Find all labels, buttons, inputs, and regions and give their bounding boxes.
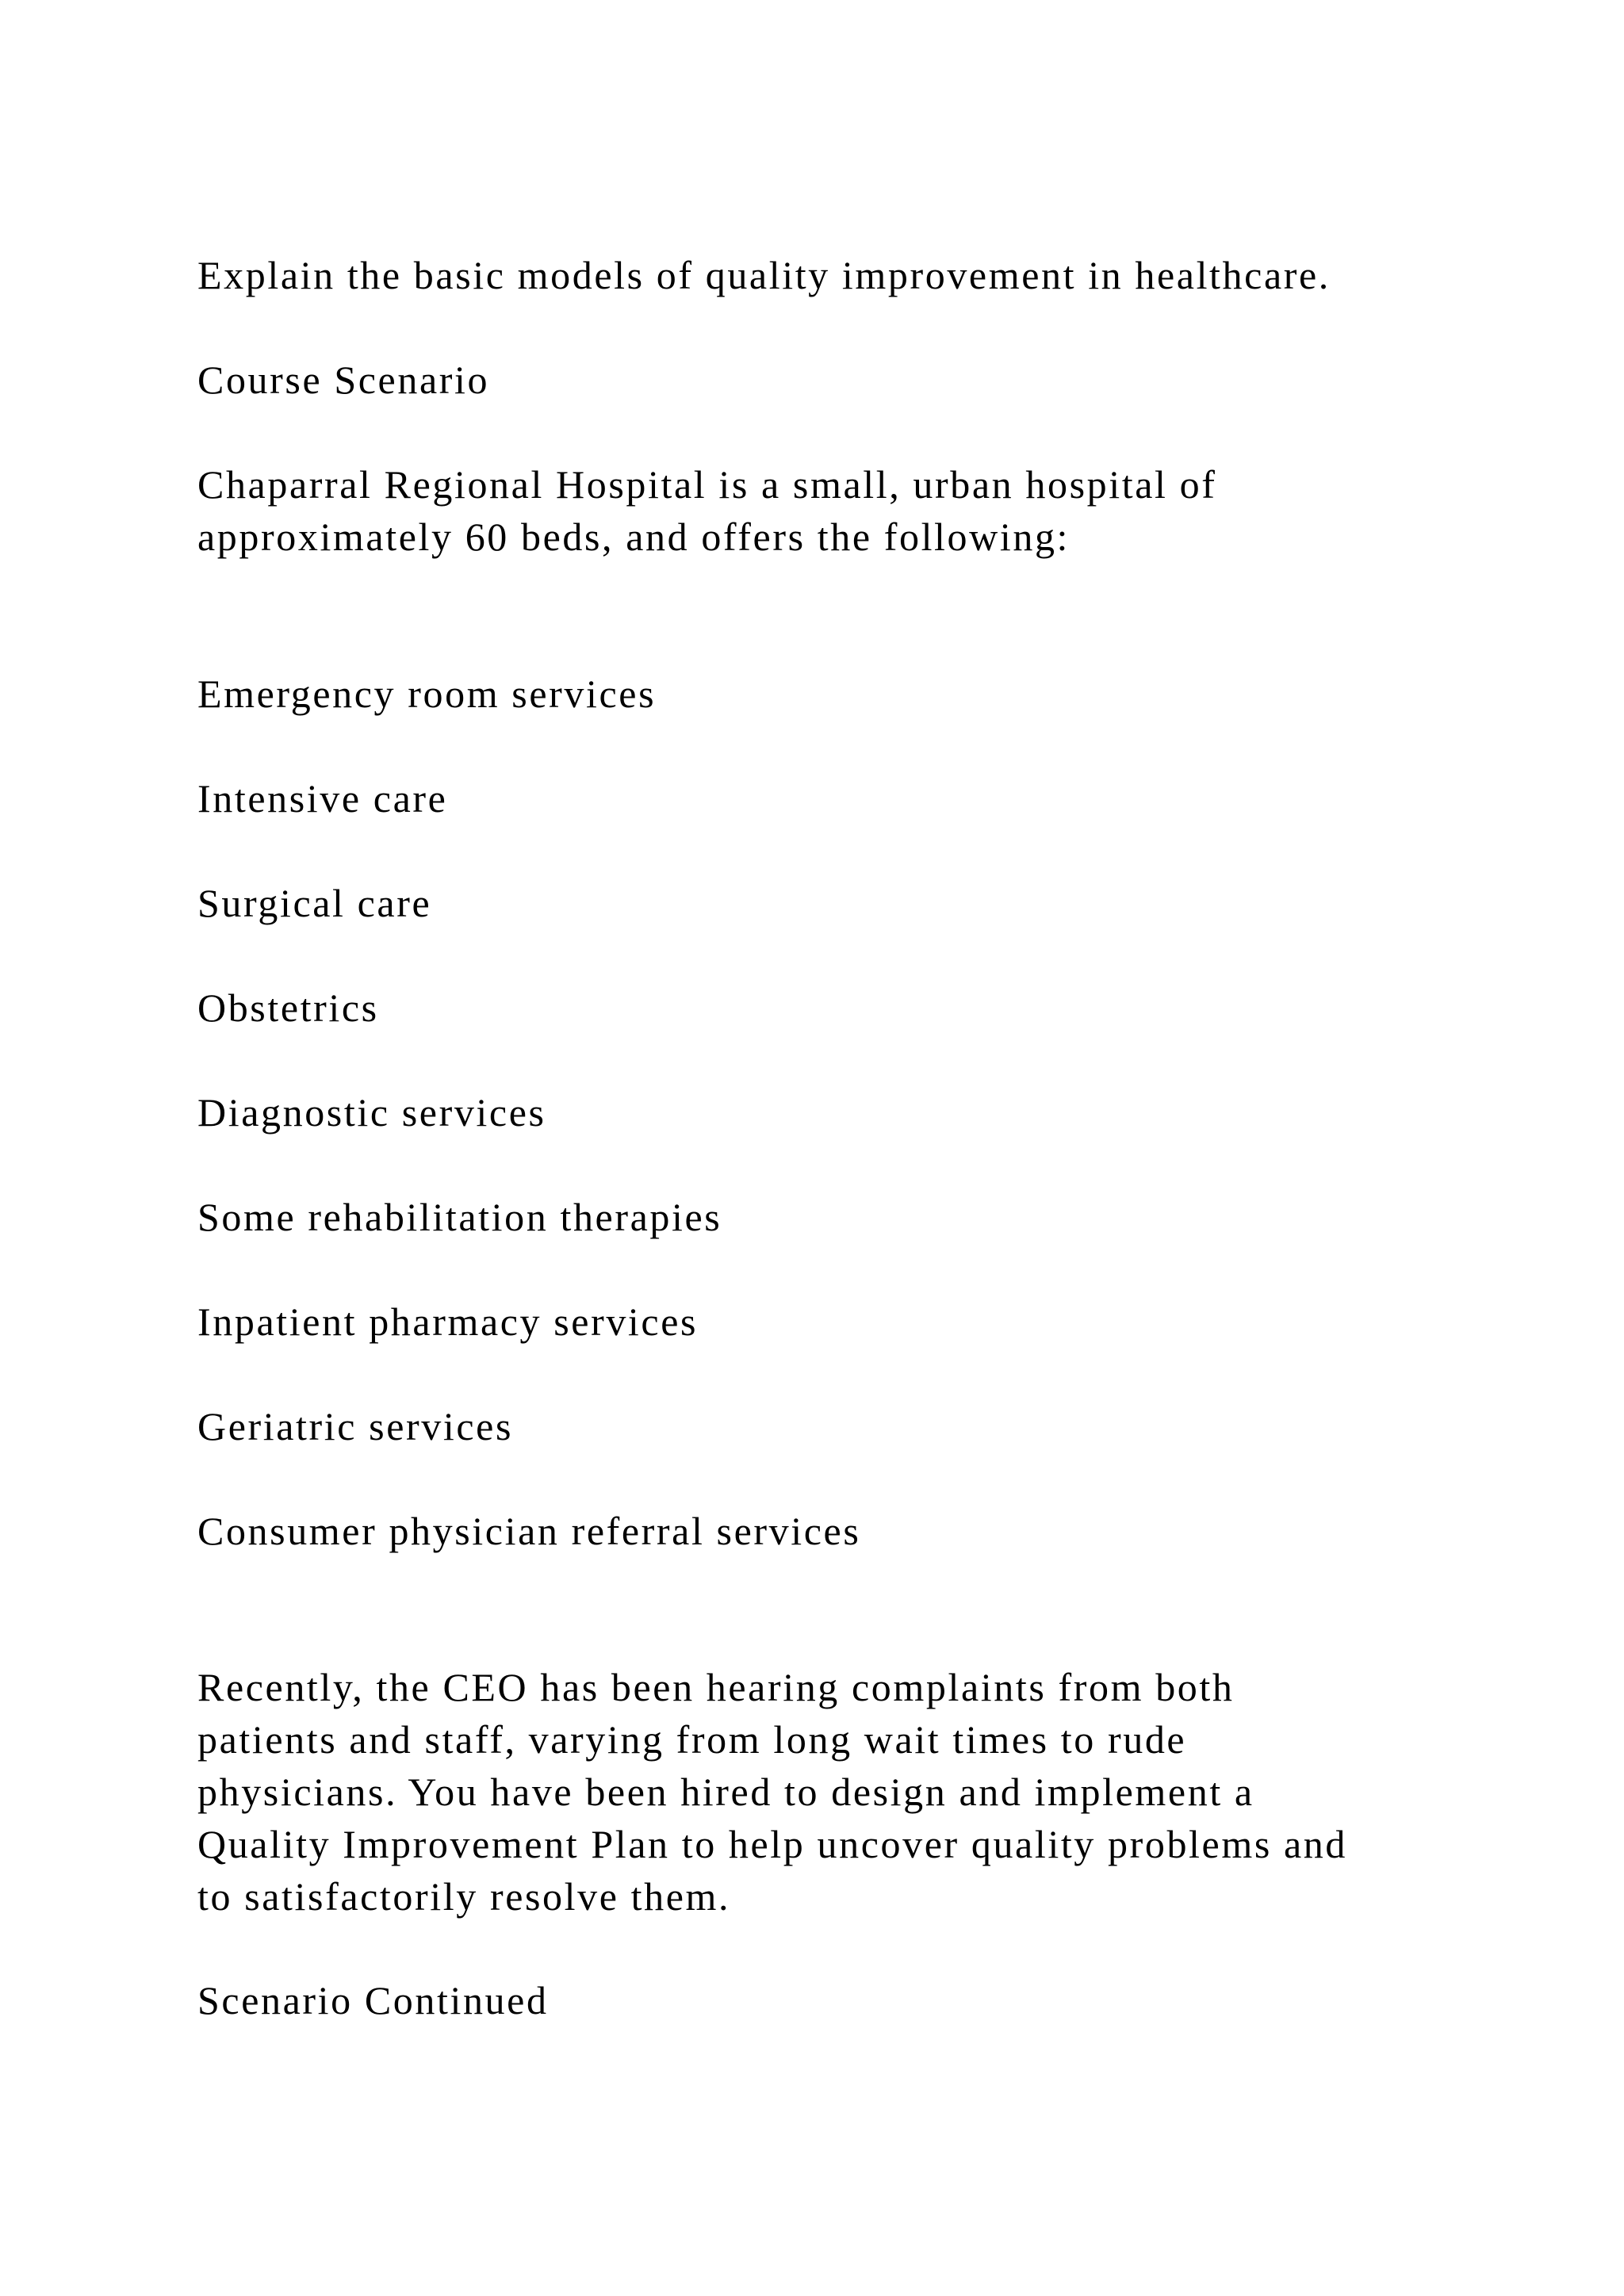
body-paragraph: Recently, the CEO has been hearing complaints from both patients and staff, varying from long wait times to rude physicians. You have been hired to design and implement a Quality Improvement Plan to help uncover quality problems and to satisfactorily resolve them. [197,1665,1347,1919]
intro-paragraph: Chaparral Regional Hospital is a small, urban hospital of approximately 60 beds, and offers the following: [197,462,1217,559]
service-item: Consumer physician referral services [197,1509,861,1553]
prompt-heading: Explain the basic models of quality improvement in healthcare. [197,253,1331,297]
service-item: Geriatric services [197,1404,513,1448]
course-scenario-label: Course Scenario [197,358,490,402]
service-item: Obstetrics [197,985,379,1030]
scenario-continued-label: Scenario Continued [197,1978,549,2022]
service-item: Intensive care [197,776,448,821]
service-item: Some rehabilitation therapies [197,1195,722,1239]
service-item: Diagnostic services [197,1090,546,1135]
service-item: Inpatient pharmacy services [197,1299,699,1344]
service-item: Emergency room services [197,672,657,716]
service-item: Surgical care [197,881,432,925]
